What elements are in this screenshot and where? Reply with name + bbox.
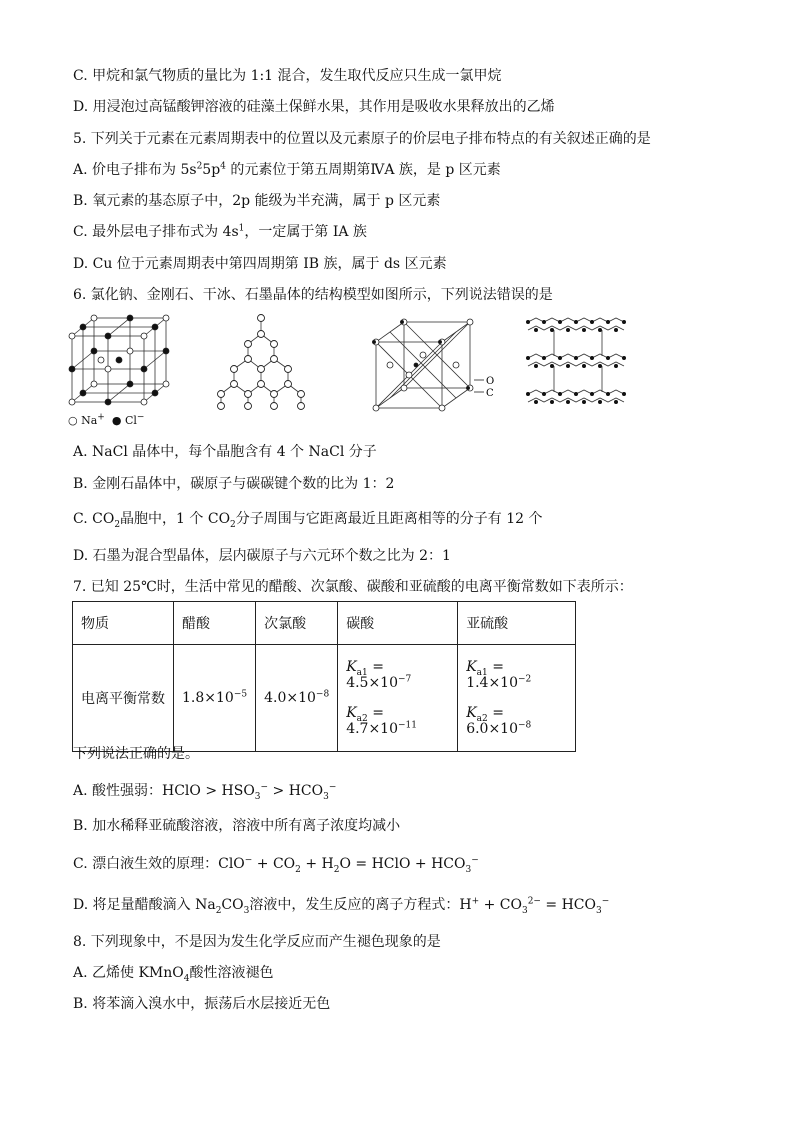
q4-option-c: C. 甲烷和氯气物质的量比为 1:1 混合，发生取代反应只生成一氯甲烷 — [73, 68, 502, 84]
q8-stem: 8. 下列现象中，不是因为发生化学反应而产生褪色现象的是 — [73, 934, 441, 950]
q6-option-d: D. 石墨为混合型晶体，层内碳原子与六元环个数之比为 2：1 — [73, 548, 451, 564]
header-carbonic: 碳酸 — [338, 602, 458, 645]
carbonic-ka2: $K_{a2} = 4.7\times 10^{-11}$ — [346, 705, 417, 737]
header-sulfurous: 亚硫酸 — [458, 602, 576, 645]
crystal-figures — [66, 314, 646, 434]
table-header-row — [73, 602, 576, 645]
q8-option-a: A. 乙烯使 KMnO$_4$酸性溶液褪色 — [73, 965, 274, 984]
q6-option-b: B. 金刚石晶体中，碳原子与碳碳键个数的比为 1：2 — [73, 476, 395, 492]
q8-option-b: B. 将苯滴入溴水中，振荡后水层接近无色 — [73, 996, 331, 1012]
q5-option-c: C. 最外层电子排布式为 $4s^1$，一定属于第 IA 族 — [73, 223, 367, 240]
q7-option-d: D. 将足量醋酸滴入 $Na_2CO_3$溶液中，发生反应的离子方程式：$H^+ + CO_3^{2-} = HCO_3^-$ — [73, 896, 610, 916]
header-hypochlorous: 次氯酸 — [256, 602, 338, 645]
carbonic-ka1: $K_{a1} = 4.5\times 10^{-7}$ — [346, 659, 412, 691]
sulfurous-ka2: $K_{a2} = 6.0\times 10^{-8}$ — [466, 705, 532, 737]
sulfurous-ka — [458, 645, 576, 752]
diamond-structure-figure — [206, 314, 316, 414]
dry-ice-structure-figure — [366, 314, 506, 414]
sulfurous-ka1: $K_{a1} = 1.4\times 10^{-2}$ — [466, 659, 532, 691]
label-o: O — [486, 376, 495, 387]
nacl-legend: ○ Na+ ● Cl− — [68, 412, 145, 427]
na-marker-icon: ○ — [68, 414, 78, 427]
q5-option-a: A. 价电子排布为 $5s^25p^4$ 的元素位于第五周期第ⅣA 族，是 p 区元素 — [73, 161, 501, 178]
q6-option-a: A. NaCl 晶体中，每个晶胞含有 4 个 NaCl 分子 — [73, 444, 377, 460]
acetic-ka: $1.8\times 10^{-5}$ — [174, 645, 256, 752]
q5-option-d: D. Cu 位于元素周期表中第四周期第 IB 族，属于 ds 区元素 — [73, 256, 447, 272]
q4-option-d: D. 用浸泡过高锰酸钾溶液的硅藻土保鲜水果，其作用是吸收水果释放出的乙烯 — [73, 99, 555, 115]
q7-option-b: B. 加水稀释亚硫酸溶液，溶液中所有离子浓度均减小 — [73, 818, 401, 834]
table-row — [73, 645, 576, 752]
q7-after-table: 下列说法正确的是。 — [73, 746, 199, 762]
q7-stem: 7. 已知 25℃时，生活中常见的醋酸、次氯酸、碳酸和亚硫酸的电离平衡常数如下表所示： — [73, 579, 633, 595]
q5-stem: 5. 下列关于元素在元素周期表中的位置以及元素原子的价层电子排布特点的有关叙述正确的是 — [73, 131, 651, 147]
graphite-structure-figure — [524, 314, 634, 414]
q6-option-c: C. $CO_2$晶胞中，1 个 $CO_2$分子周围与它距离最近且距离相等的分子有 12 个 — [73, 511, 543, 530]
q7-option-a: A. 酸性强弱：HClO > $HSO_3^- > HCO_3^-$ — [73, 782, 337, 802]
row-label: 电离平衡常数 — [73, 645, 174, 752]
header-substance: 物质 — [73, 602, 174, 645]
carbonic-ka — [338, 645, 458, 752]
q7-option-c: C. 漂白液生效的原理：$ClO^- + CO_2 + H_2O$ = HClO + $HCO_3^-$ — [73, 855, 479, 875]
hclo-ka: $4.0\times 10^{-8}$ — [256, 645, 338, 752]
cl-marker-icon: ● — [111, 414, 122, 427]
ionization-constant-table — [72, 601, 576, 752]
label-c: C — [486, 388, 494, 399]
q5-option-b: B. 氧元素的基态原子中，2p 能级为半充满，属于 p 区元素 — [73, 193, 441, 209]
q6-stem: 6. 氯化钠、金刚石、干冰、石墨晶体的结构模型如图所示，下列说法错误的是 — [73, 287, 553, 303]
header-acetic: 醋酸 — [174, 602, 256, 645]
nacl-lattice-figure — [66, 314, 176, 409]
